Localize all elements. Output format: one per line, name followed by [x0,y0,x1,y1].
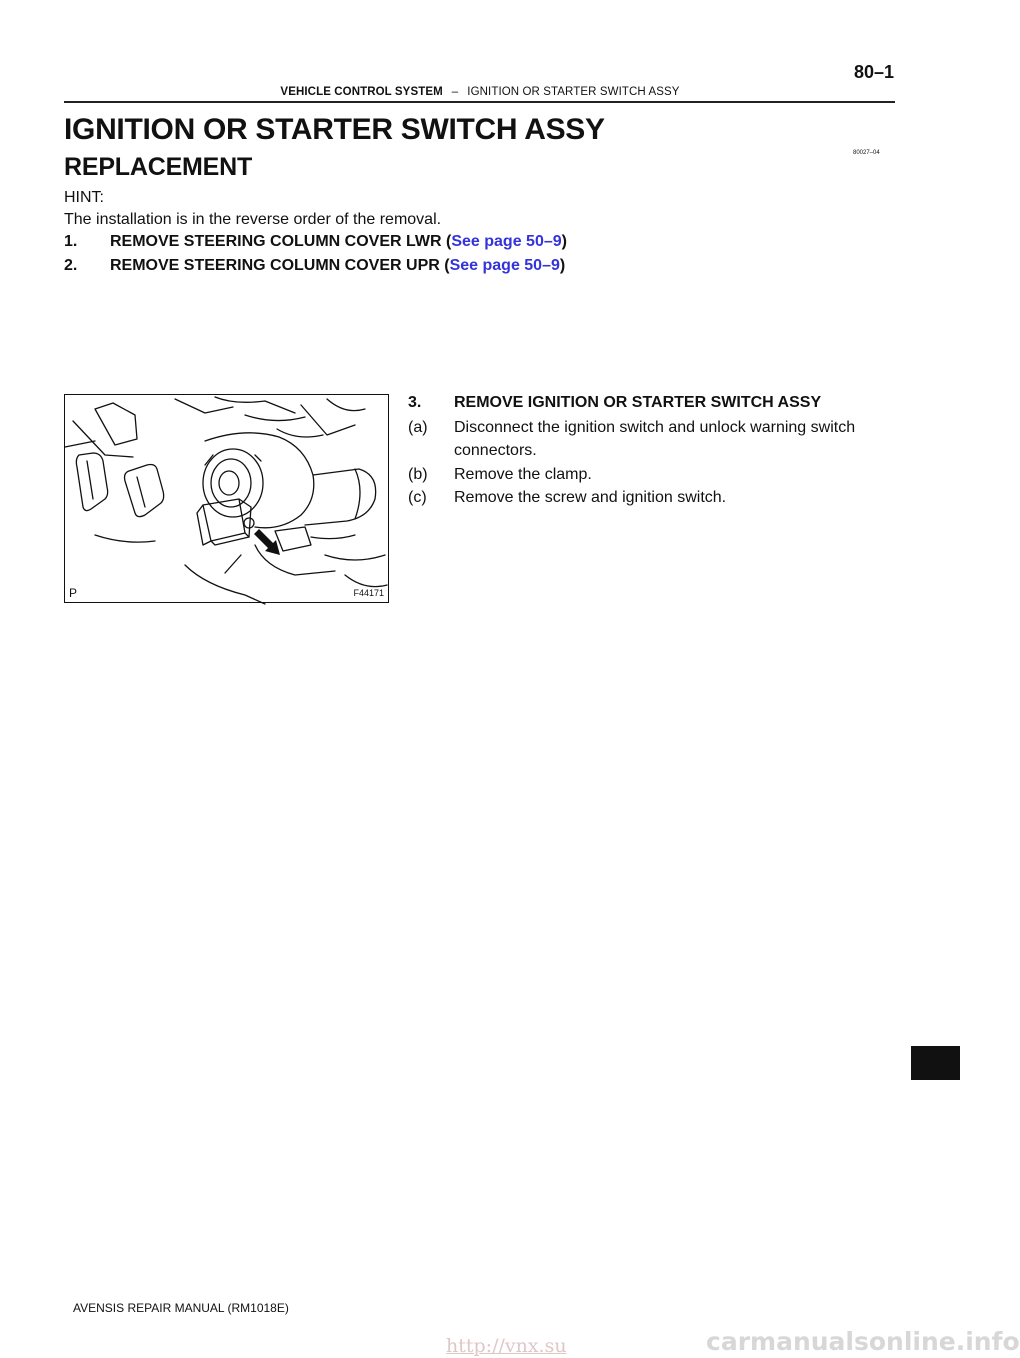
see-page-link[interactable]: See page 50–9 [449,257,560,274]
see-page-link[interactable]: See page 50–9 [451,233,562,250]
section-thumb-tab [911,1046,960,1080]
step-number: 3. [408,394,422,411]
step-text: REMOVE STEERING COLUMN COVER LWR ( [110,233,452,250]
figure-id: F44171 [353,588,384,598]
substep-text: Disconnect the ignition switch and unlock warning switch connectors. [454,419,856,459]
watermark-left[interactable]: http://vnx.su [446,1335,567,1357]
substep-label: (c) [408,489,427,506]
hint-text: The installation is in the reverse order of the removal. [64,211,442,228]
step-text: REMOVE STEERING COLUMN COVER UPR ( [110,257,450,274]
substep-text: Remove the screw and ignition switch. [454,489,727,506]
substep-b [408,463,908,486]
substep-label: (b) [408,466,428,483]
step-number: 1. [64,233,78,250]
header-section: IGNITION OR STARTER SWITCH ASSY [467,86,680,98]
manual-footer: AVENSIS REPAIR MANUAL (RM1018E) [73,1301,289,1315]
header-separator: – [451,86,459,98]
step-close: ) [559,257,566,274]
step-close: ) [561,233,567,250]
document-id: 80027–04 [853,150,880,156]
step-text: REMOVE IGNITION OR STARTER SWITCH ASSY [454,394,822,411]
step-2 [64,257,565,275]
header-system: VEHICLE CONTROL SYSTEM [280,86,443,98]
hint-label: HINT: [64,189,104,206]
illustration-drawing [65,395,390,604]
substep-a [408,416,908,462]
substep-label: (a) [408,419,428,436]
step-3 [408,394,821,412]
substep-text: Remove the clamp. [454,466,592,483]
step-number: 2. [64,257,78,274]
watermark-right: carmanualsonline.info [706,1327,1020,1356]
section-subtitle: REPLACEMENT [64,153,253,181]
step-1 [64,233,567,251]
substep-c [408,486,908,509]
header-rule [64,101,895,103]
running-header [0,86,960,98]
ignition-switch-illustration [64,394,389,603]
figure-corner-label: P [69,586,78,600]
page-title: IGNITION OR STARTER SWITCH ASSY [64,113,605,146]
page-number: 80–1 [853,62,894,82]
